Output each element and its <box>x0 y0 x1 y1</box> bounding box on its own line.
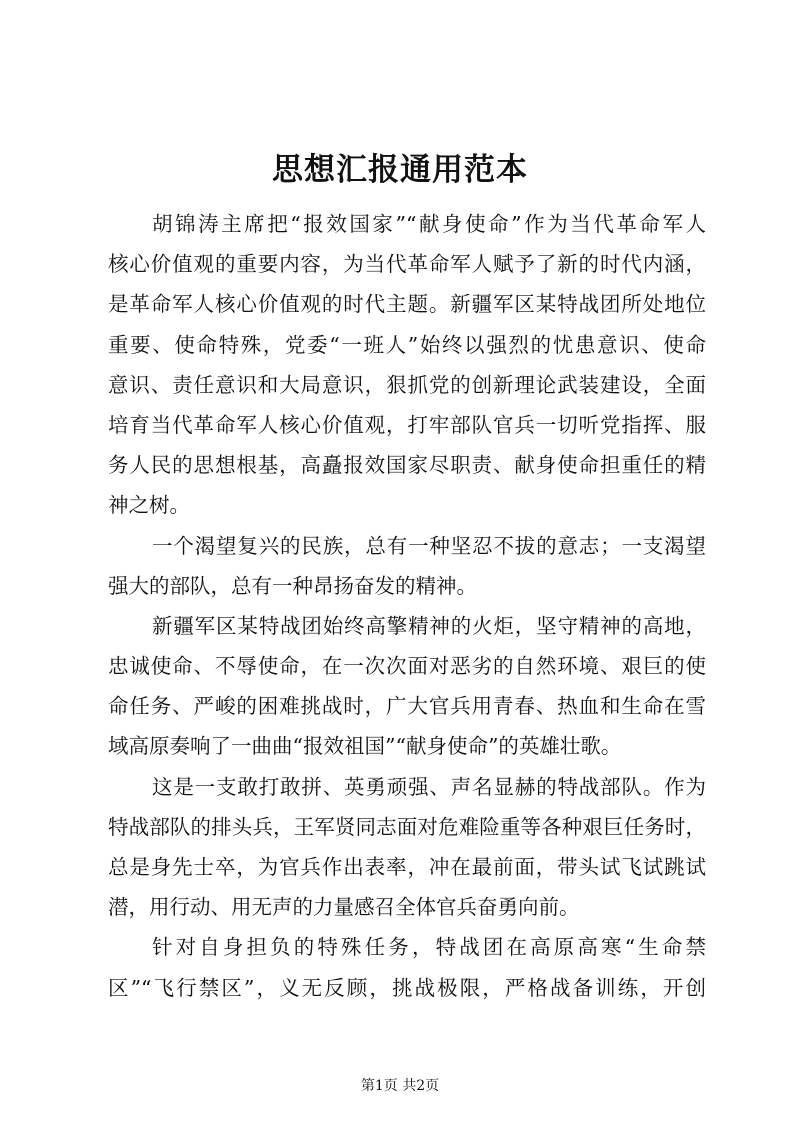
text-line: 神之树。 <box>108 493 190 518</box>
text-line: 重要、使命特殊，党委“一班人”始终以强烈的忧患意识、使命 <box>108 332 706 357</box>
text-line: 一个渴望复兴的民族，总有一种坚忍不拔的意志；一支渴望 <box>152 533 706 558</box>
text-line: 潜，用行动、用无声的力量感召全体官兵奋勇向前。 <box>108 895 580 920</box>
text-line: 培育当代革命军人核心价值观，打牢部队官兵一切听党指挥、服 <box>108 412 706 437</box>
text-line: 针对自身担负的特殊任务，特战团在高原高寒“生命禁 <box>152 935 706 960</box>
text-line: 意识、责任意识和大局意识，狠抓党的创新理论武装建设，全面 <box>108 372 706 397</box>
text-line: 总是身先士卒，为官兵作出表率，冲在最前面，带头试飞试跳试 <box>108 855 706 879</box>
text-line: 特战部队的排头兵，王军贤同志面对危难险重等各种艰巨任务时， <box>108 814 706 839</box>
paragraph <box>108 204 706 526</box>
text-line: 胡锦涛主席把“报效国家”“献身使命”作为当代革命军人 <box>152 212 706 236</box>
text-line: 区”“飞行禁区”，义无反顾，挑战极限，严格战备训练，开创 <box>108 975 706 1000</box>
text-line: 忠诚使命、不辱使命，在一次次面对恶劣的自然环境、艰巨的使 <box>108 654 706 679</box>
paragraph <box>108 606 706 767</box>
text-line: 是革命军人核心价值观的时代主题。新疆军区某特战团所处地位 <box>108 292 706 317</box>
text-line: 命任务、严峻的困难挑战时，广大官兵用青春、热血和生命在雪 <box>108 694 706 719</box>
text-line: 域高原奏响了一曲曲“报效祖国”“献身使命”的英雄壮歌。 <box>108 734 622 759</box>
text-line: 强大的部队，总有一种昂扬奋发的精神。 <box>108 573 477 598</box>
document-title: 思想汇报通用范本 <box>272 152 528 188</box>
text-line: 核心价值观的重要内容，为当代革命军人赋予了新的时代内涵， <box>108 252 706 277</box>
page-footer: 第1页 共2页 <box>360 1078 440 1094</box>
document-body <box>108 204 706 1008</box>
text-line: 务人民的思想根基，高矗报效国家尽职责、献身使命担重任的精 <box>108 453 706 478</box>
paragraph <box>108 927 706 1007</box>
paragraph <box>108 526 706 606</box>
text-line: 新疆军区某特战团始终高擎精神的火炬，坚守精神的高地， <box>152 613 706 638</box>
text-line: 这是一支敢打敢拼、英勇顽强、声名显赫的特战部队。作为 <box>152 774 706 799</box>
paragraph <box>108 767 706 928</box>
